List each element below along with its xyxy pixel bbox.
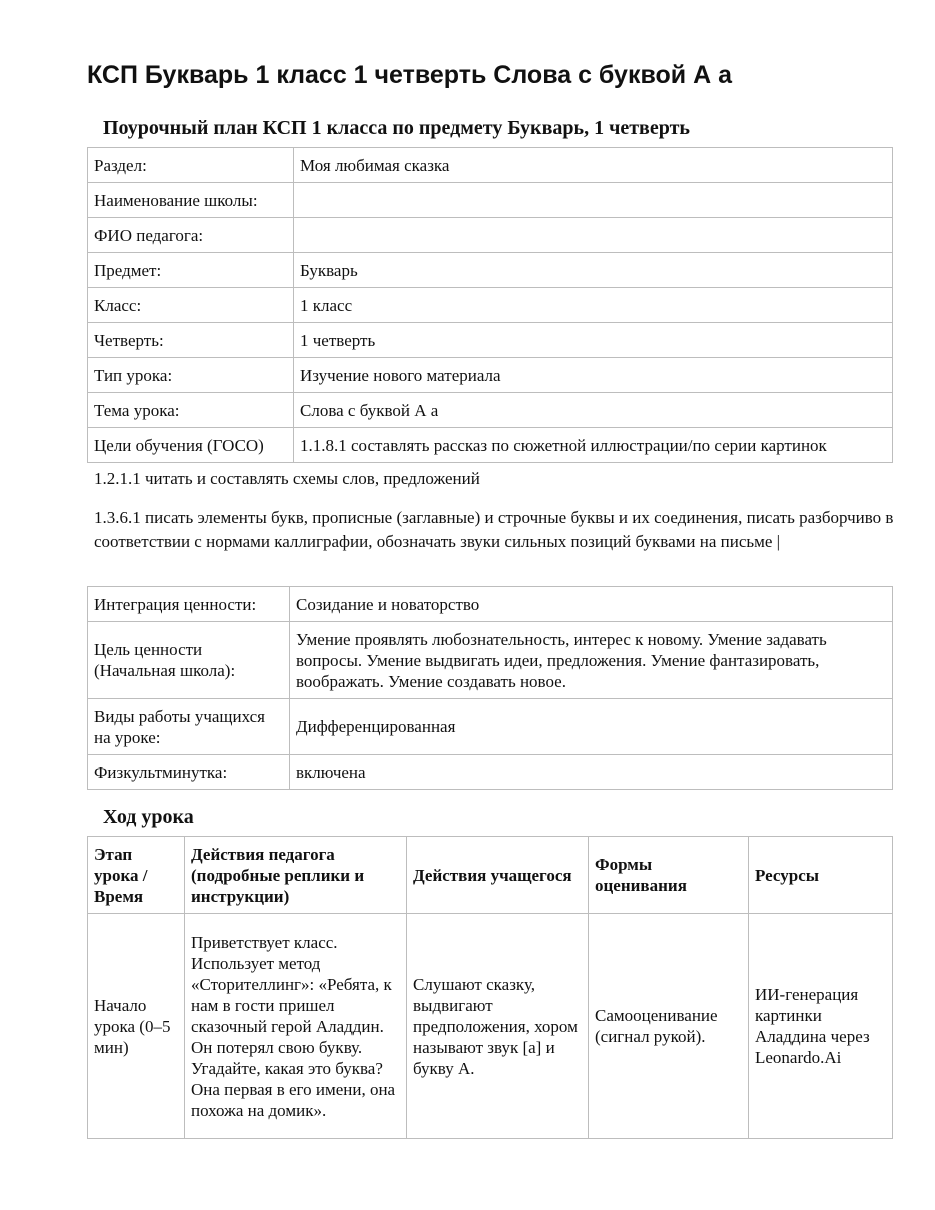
table-row <box>88 323 893 358</box>
lesson-cell-assessment: Самооценивание (сигнал рукой). <box>589 914 749 1139</box>
table-row <box>88 358 893 393</box>
values-value-work-types: Дифференцированная <box>290 699 893 755</box>
plan-heading: Поурочный план КСП 1 класса по предмету Букварь, 1 четверть <box>103 117 690 139</box>
info-value-grade: 1 класс <box>294 288 893 323</box>
info-value-school <box>294 183 893 218</box>
column-header-student-actions: Действия учащегося <box>407 837 589 914</box>
document-title: КСП Букварь 1 класс 1 четверть Слова с буквой А а <box>87 61 732 89</box>
lesson-flow-table <box>87 836 893 1139</box>
info-value-lesson-topic: Слова с буквой А а <box>294 393 893 428</box>
table-row <box>88 393 893 428</box>
table-row <box>88 218 893 253</box>
table-row <box>88 914 893 1139</box>
info-label-subject: Предмет: <box>88 253 294 288</box>
table-row <box>88 428 893 463</box>
info-label-grade: Класс: <box>88 288 294 323</box>
info-value-lesson-type: Изучение нового материала <box>294 358 893 393</box>
info-label-learning-goals: Цели обучения (ГОСО) <box>88 428 294 463</box>
values-label-work-types: Виды работы учащихся на уроке: <box>88 699 290 755</box>
table-row <box>88 183 893 218</box>
info-label-teacher: ФИО педагога: <box>88 218 294 253</box>
lesson-cell-student-actions: Слушают сказку, выдвигают предположения, хором называют звук [а] и букву А. <box>407 914 589 1139</box>
values-value-exercise-break: включена <box>290 755 893 790</box>
info-value-learning-goals: 1.1.8.1 составлять рассказ по сюжетной иллюстрации/по серии картинок <box>294 428 893 463</box>
info-label-lesson-type: Тип урока: <box>88 358 294 393</box>
lesson-cell-teacher-actions: Приветствует класс. Использует метод «Сторителлинг»: «Ребята, к нам в гости пришел сказочный герой Аладдин. Он потерял свою букву. Угадайте, какая это буква? Она первая в его имени, она похожа на домик». <box>185 914 407 1139</box>
lesson-cell-stage: Начало урока (0–5 мин) <box>88 914 185 1139</box>
lesson-flow-heading: Ход урока <box>103 806 194 828</box>
info-label-school: Наименование школы: <box>88 183 294 218</box>
info-label-quarter: Четверть: <box>88 323 294 358</box>
table-row <box>88 587 893 622</box>
table-row <box>88 288 893 323</box>
values-label-integration: Интеграция ценности: <box>88 587 290 622</box>
table-row <box>88 699 893 755</box>
table-row <box>88 622 893 699</box>
values-table <box>87 586 893 790</box>
table-row <box>88 755 893 790</box>
column-header-resources: Ресурсы <box>749 837 893 914</box>
lesson-info-table <box>87 147 893 463</box>
info-value-section: Моя любимая сказка <box>294 148 893 183</box>
values-label-goal: Цель ценности (Начальная школа): <box>88 622 290 699</box>
goal-text-reading: 1.2.1.1 читать и составлять схемы слов, предложений <box>94 469 480 488</box>
info-value-teacher <box>294 218 893 253</box>
table-header-row <box>88 837 893 914</box>
column-header-assessment: Формы оценивания <box>589 837 749 914</box>
goal-text-writing: 1.3.6.1 писать элементы букв, прописные (заглавные) и строчные буквы и их соединения, писать разборчиво в соответствии с нормами каллиграфии, обозначать звуки сильных позиций буквами на письме | <box>94 508 894 551</box>
lesson-cell-resources: ИИ-генерация картинки Аладдина через Leonardo.Ai <box>749 914 893 1139</box>
info-value-subject: Букварь <box>294 253 893 288</box>
info-label-section: Раздел: <box>88 148 294 183</box>
column-header-stage: Этап урока / Время <box>88 837 185 914</box>
values-value-integration: Созидание и новаторство <box>290 587 893 622</box>
info-value-quarter: 1 четверть <box>294 323 893 358</box>
values-label-exercise-break: Физкультминутка: <box>88 755 290 790</box>
table-row <box>88 148 893 183</box>
info-label-lesson-topic: Тема урока: <box>88 393 294 428</box>
values-value-goal: Умение проявлять любознательность, интерес к новому. Умение задавать вопросы. Умение выдвигать идеи, предложения. Умение фантазировать, воображать. Умение создавать новое. <box>290 622 893 699</box>
table-row <box>88 253 893 288</box>
column-header-teacher-actions: Действия педагога (подробные реплики и инструкции) <box>185 837 407 914</box>
